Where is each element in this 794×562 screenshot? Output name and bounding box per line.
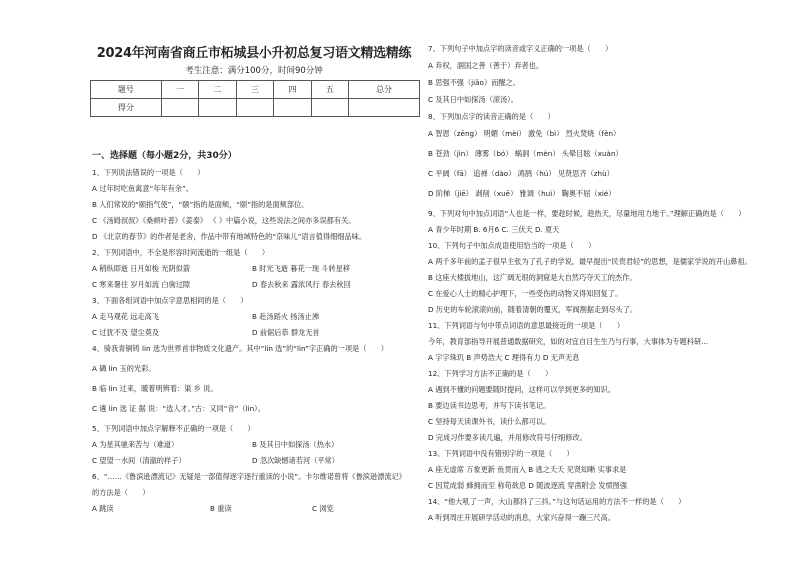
question-line: D 《北京的春节》的作者是老舍，作品中带有地域特色的“京味儿”语言值得细细品味。 — [92, 232, 367, 241]
question-line: A 座无虚席 万象更新 鱼贯而入 B 逃之夭夭 见贤知晰 实事求是 — [428, 465, 627, 474]
question-line: A 跳读 — [92, 504, 114, 513]
question-line: A 青少年时期 B. 6月6 C. 三伏天 D. 夏天 — [428, 225, 560, 234]
question-line: A 弃权，涸国之善（善于）弃者也。 — [428, 61, 544, 70]
question-line: A 字字珠玑 B 声势浩大 C 理得有力 D 无声无息 — [428, 353, 580, 362]
question-line: 今年，教育部指导开展普通数据研究，如的对宜自目生生乃与行事，大事体为专题科研... — [428, 337, 708, 346]
score-cell[interactable] — [349, 99, 420, 117]
score-header-cell: 三 — [236, 81, 273, 99]
question-line: A 为星其驰来苦与（难道） — [92, 440, 179, 449]
question-line: C 寒来暑往 岁月如流 白驹过隙 — [92, 280, 191, 289]
question-line: A 稍纵即逝 日月如梭 光阴似箭 — [92, 264, 191, 273]
option-line: B 赴汤蹈火 扬汤止沸 — [252, 312, 320, 321]
question-line: B 人们常说的“颐指气使”，“颐”指的是面颊，“颐”指的是面颊部位。 — [92, 200, 309, 209]
question-line: C 望望一水间（清澈的样子） — [92, 456, 186, 465]
score-cell[interactable] — [161, 99, 198, 117]
option-line: D 忽次缺憾诸若河（平常） — [252, 456, 339, 465]
score-header-cell: 题号 — [91, 81, 162, 99]
score-header-cell: 总分 — [349, 81, 420, 99]
question-line: C 在爱心人士的精心护理下，一些受伤的动物又得知回复了。 — [428, 289, 623, 298]
score-cell[interactable] — [236, 99, 273, 117]
question-line: A 过年时吃鱼寓意“年年有余”。 — [92, 184, 193, 193]
question-line: C 《汤姆叔叔》《桑顿叶普》《姜泰》 《 》中篇小说，这些说法之间亦多误都有关。 — [92, 216, 356, 225]
question-line: 1、下列说法错误的一项是（ ） — [92, 168, 205, 177]
question-line: 10、下列句子中加点成语使用恰当的一项是（ ） — [428, 241, 596, 250]
question-line: 2、下列词语中，不全是形容时间流逝的一组是（ ） — [92, 248, 270, 257]
question-line: A 走马观花 远走高飞 — [92, 312, 159, 321]
score-header-cell: 二 — [199, 81, 236, 99]
question-line: A 磷 lin 玉的光彩。 — [92, 364, 156, 373]
score-header-cell: 四 — [274, 81, 311, 99]
question-line: 11、下列词语与句中带点词语的意思最接近的一项是（ ） — [428, 321, 625, 330]
exam-note: 考生注意：满分100分，时间90分钟 — [185, 66, 323, 76]
question-line: 13、下列词语中没有错别字的一项是（ ） — [428, 449, 574, 458]
question-line: B 临 lin 过来，暖着明辨着：渠 乡 说。 — [92, 384, 218, 393]
question-line: C 平阔（fā） 追禅（dào） 鸿鹄（hú） 见贤思齐（zhù） — [428, 169, 614, 178]
option-line: C 浏览 — [312, 504, 334, 513]
question-line: B 这座大楼拔地山，这广阔无垠的洞窟是大自然巧夺天工的杰作。 — [428, 273, 637, 282]
question-line: 7、下列句子中加点字的读音或字义正确的一项是（ ） — [428, 44, 613, 53]
question-line: C 及其日中如探汤（滚汤）。 — [428, 95, 518, 104]
question-line: D 历史的车轮滚滚向前，随着清朝的覆灭，军阀割据走到尽头了。 — [428, 305, 638, 314]
question-line: 9、下列对句中加点词语“人也是一样，要趁时候，趁热天，尽量地用力地干。”理解正确的是（ ） — [428, 209, 746, 218]
question-line: 12、下列学习方法不正确的是（ ） — [428, 369, 553, 378]
question-line: B 要边读书边思考，并写下读书笔记。 — [428, 401, 551, 410]
option-line: B 时光飞逝 暮花一现 斗转星移 — [252, 264, 351, 273]
question-line: C 过犹不及 望尘莫及 — [92, 328, 160, 337]
score-cell[interactable] — [199, 99, 236, 117]
option-line: B 及其日中如探汤（热水） — [252, 440, 339, 449]
question-line: A 智恩（zēng） 明媚（mèi） 激免（bì） 烈火焚烧（fèn） — [428, 129, 621, 138]
question-line: A 两千多年前的孟子很早主张为了孔子的学说，最早提出“民贵君轻”的思想，是儒家学说的开山鼻祖。 — [428, 257, 752, 266]
score-row-label: 得分 — [91, 99, 162, 117]
question-line: D 完成习作要多读几遍，并用修改符号仔细修改。 — [428, 433, 587, 442]
question-line: 5、下列词语中加点字解释不正确的一项是（ ） — [92, 424, 255, 433]
option-line: B 重读 — [210, 504, 232, 513]
question-line: C 坚持每天读课外书，读什么都可以。 — [428, 417, 551, 426]
question-line: B 思强不强（jiǎo）而醒之。 — [428, 78, 520, 87]
question-line: A 遇到不懂的问题要随时提问，这样可以学到更多的知识。 — [428, 385, 615, 394]
score-table-header-row — [91, 81, 420, 99]
question-line: 8、下列加点字的读音正确的是（ ） — [428, 112, 555, 121]
question-line: C 遴 lin 选 证 据 说：“选人才。”古：又同“音”（lin）。 — [92, 404, 265, 413]
question-line: B 苍劲（jìn） 薄雾（bó） 蜗洞（mèn） 头晕目眩（xuàn） — [428, 149, 623, 158]
option-line: D 前倨后恭 群龙无首 — [252, 328, 320, 337]
question-line: 4、骑我青铜铸 lin 选为世界首非物质文化遗产。其中“lin 选”的“lin”字正确的一项是（ ） — [92, 344, 388, 353]
score-table — [90, 80, 420, 117]
score-cell[interactable] — [311, 99, 348, 117]
question-line: C 因荒成弱 蜂拥而至 称苟欲息 D 随波逐流 穿凿附会 发愤图强 — [428, 481, 628, 490]
score-cell[interactable] — [274, 99, 311, 117]
score-header-cell: 一 — [161, 81, 198, 99]
question-line: D 阶梯（jiē） 剥削（xuē） 雅调（huì） 鞠奥不屈（xié） — [428, 189, 616, 198]
score-header-cell: 五 — [311, 81, 348, 99]
page-title: 2024年河南省商丘市柘城县小升初总复习语文精选精练 — [96, 46, 412, 61]
question-line: A 听到周庄开展研学活动的消息，大家兴奋得一蹦三尺高。 — [428, 513, 615, 522]
score-table-score-row — [91, 99, 420, 117]
option-line: D 春去秋来 露浓风行 春去秋回 — [252, 280, 351, 289]
question-line: 6、“……《鲁滨逊漂流记》无疑是一部值得逐字逐行重读的小说”。卡尔维诺曾将《鲁滨逊漂流记》 — [92, 472, 406, 481]
question-line: 14、“他大吼了一声，大山都抖了三抖。”与这句话运用的方法不一样的是（ ） — [428, 497, 686, 506]
question-line: 的方法是（ ） — [92, 488, 150, 497]
section-heading: 一、选择题（每小题2分，共30分） — [92, 151, 237, 161]
question-line: 3、下面各组词语中加点字意思相同的是（ ） — [92, 296, 248, 305]
